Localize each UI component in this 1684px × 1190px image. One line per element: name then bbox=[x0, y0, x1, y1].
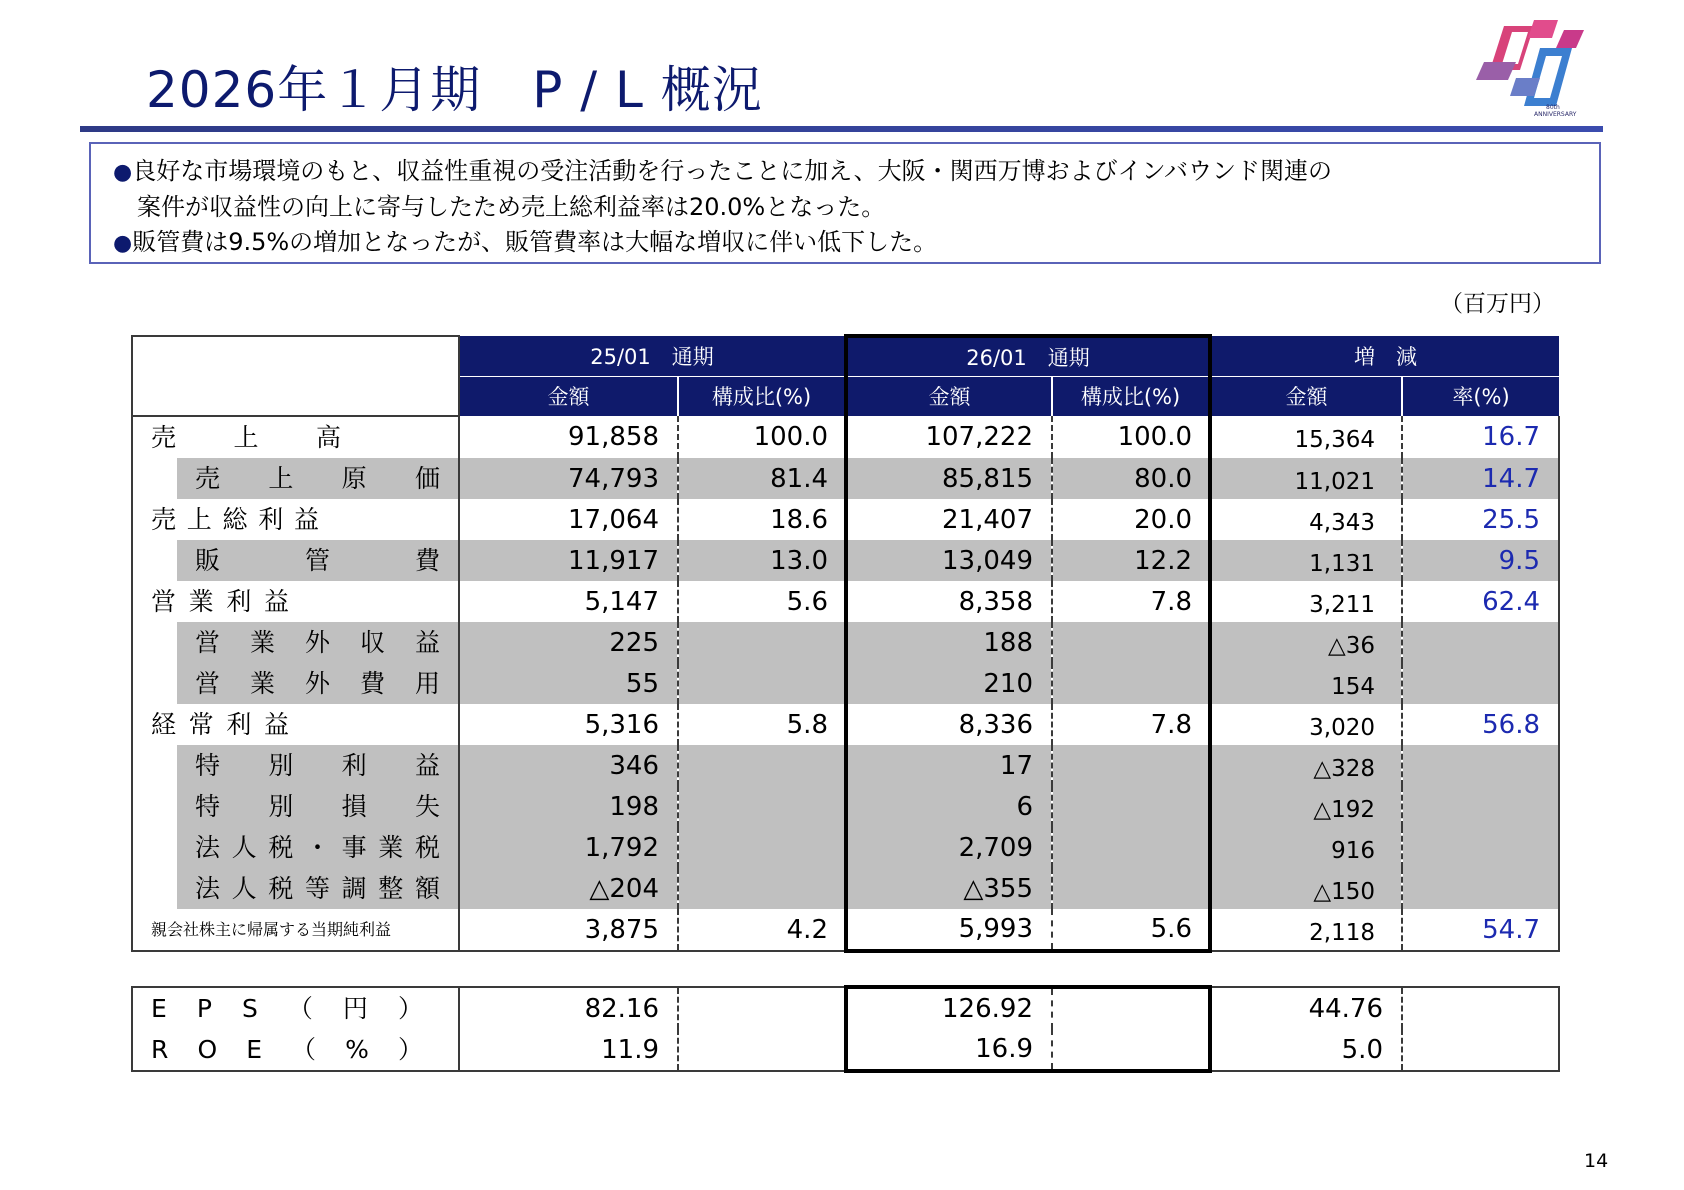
anniversary-logo bbox=[1476, 18, 1588, 118]
change-rate: 54.7 bbox=[1402, 909, 1559, 951]
bullet-icon: ● bbox=[113, 231, 133, 256]
change-rate bbox=[1402, 827, 1559, 868]
subheader-ratio-current: 構成比(%) bbox=[1052, 376, 1210, 416]
table-row bbox=[132, 704, 1559, 745]
roe-prev: 11.9 bbox=[459, 1029, 678, 1071]
change-amount: 1,131 bbox=[1210, 540, 1402, 581]
table-row bbox=[132, 540, 1559, 581]
row-label: 法 人 税 等 調 整 額 bbox=[132, 868, 459, 909]
change-amount: 4,343 bbox=[1210, 499, 1402, 540]
row-label: 経 常 利 益 bbox=[132, 704, 459, 745]
amount-current: 2,709 bbox=[846, 827, 1052, 868]
amount-current: 210 bbox=[846, 663, 1052, 704]
ratio-current: 7.8 bbox=[1052, 581, 1210, 622]
unit-label: （百万円） bbox=[1440, 291, 1555, 317]
ratio-current bbox=[1052, 745, 1210, 786]
ratio-current bbox=[1052, 786, 1210, 827]
roe-rate bbox=[1402, 1029, 1559, 1071]
amount-prev: 11,917 bbox=[459, 540, 678, 581]
change-amount: 916 bbox=[1210, 827, 1402, 868]
table-row bbox=[132, 458, 1559, 499]
change-amount: 11,021 bbox=[1210, 458, 1402, 499]
table-row bbox=[132, 909, 1559, 951]
ratio-current bbox=[1052, 868, 1210, 909]
amount-current: 188 bbox=[846, 622, 1052, 663]
ratio-prev bbox=[678, 786, 846, 827]
ratio-prev bbox=[678, 827, 846, 868]
eps-blank-current bbox=[1052, 987, 1210, 1029]
table-row bbox=[132, 499, 1559, 540]
period-header-current: 26/01 通期 bbox=[846, 336, 1210, 376]
ratio-prev: 18.6 bbox=[678, 499, 846, 540]
amount-prev: 91,858 bbox=[459, 416, 678, 458]
ratio-prev bbox=[678, 622, 846, 663]
ratio-current bbox=[1052, 663, 1210, 704]
ratio-current: 100.0 bbox=[1052, 416, 1210, 458]
summary-text-3: 販管費は9.5%の増加となったが、販管費率は大幅な増収に伴い低下した。 bbox=[132, 228, 938, 256]
ratio-prev bbox=[678, 868, 846, 909]
ratio-current: 80.0 bbox=[1052, 458, 1210, 499]
roe-change: 5.0 bbox=[1210, 1029, 1402, 1071]
period-header-prev: 25/01 通期 bbox=[459, 336, 846, 376]
change-amount: 3,211 bbox=[1210, 581, 1402, 622]
amount-current: 8,336 bbox=[846, 704, 1052, 745]
change-amount: △328 bbox=[1210, 745, 1402, 786]
roe-blank-prev bbox=[678, 1029, 846, 1071]
subheader-amount-change: 金額 bbox=[1210, 376, 1402, 416]
change-amount: △36 bbox=[1210, 622, 1402, 663]
amount-prev: 225 bbox=[459, 622, 678, 663]
amount-prev: 74,793 bbox=[459, 458, 678, 499]
change-rate: 16.7 bbox=[1402, 416, 1559, 458]
row-label: 売 上 総 利 益 bbox=[132, 499, 459, 540]
amount-prev: 5,316 bbox=[459, 704, 678, 745]
row-label: E P S （ 円 ） bbox=[132, 987, 459, 1029]
amount-prev: 17,064 bbox=[459, 499, 678, 540]
amount-current: 21,407 bbox=[846, 499, 1052, 540]
amount-prev: 55 bbox=[459, 663, 678, 704]
ratio-current: 20.0 bbox=[1052, 499, 1210, 540]
table-row bbox=[132, 987, 1559, 1029]
change-rate bbox=[1402, 622, 1559, 663]
amount-prev: 1,792 bbox=[459, 827, 678, 868]
table-row bbox=[132, 663, 1559, 704]
change-rate: 56.8 bbox=[1402, 704, 1559, 745]
change-amount: △150 bbox=[1210, 868, 1402, 909]
amount-current: 107,222 bbox=[846, 416, 1052, 458]
amount-current: 13,049 bbox=[846, 540, 1052, 581]
table-row bbox=[132, 622, 1559, 663]
change-amount: △192 bbox=[1210, 786, 1402, 827]
summary-text-2: 案件が収益性の向上に寄与したため売上総利益率は20.0%となった。 bbox=[137, 193, 886, 221]
amount-current: 5,993 bbox=[846, 909, 1052, 951]
row-label: 売 上 高 bbox=[132, 416, 459, 458]
change-amount: 3,020 bbox=[1210, 704, 1402, 745]
logo-text-1: 80th bbox=[1546, 104, 1560, 111]
logo-text-2: ANNIVERSARY bbox=[1534, 111, 1577, 118]
amount-current: 85,815 bbox=[846, 458, 1052, 499]
table-row bbox=[132, 745, 1559, 786]
eps-blank-prev bbox=[678, 987, 846, 1029]
ratio-prev: 81.4 bbox=[678, 458, 846, 499]
eps-prev: 82.16 bbox=[459, 987, 678, 1029]
roe-current: 16.9 bbox=[846, 1029, 1052, 1071]
change-rate bbox=[1402, 663, 1559, 704]
period-header-change: 増 減 bbox=[1210, 336, 1559, 376]
page-number: 14 bbox=[1584, 1150, 1609, 1172]
change-rate: 9.5 bbox=[1402, 540, 1559, 581]
amount-prev: 3,875 bbox=[459, 909, 678, 951]
bullet-icon: ● bbox=[113, 160, 133, 185]
table-row bbox=[132, 827, 1559, 868]
row-label: R O E （ % ） bbox=[132, 1029, 459, 1071]
eps-change: 44.76 bbox=[1210, 987, 1402, 1029]
ratio-current: 12.2 bbox=[1052, 540, 1210, 581]
change-rate: 25.5 bbox=[1402, 499, 1559, 540]
table-row bbox=[132, 581, 1559, 622]
summary-box bbox=[89, 142, 1601, 264]
ratio-prev: 100.0 bbox=[678, 416, 846, 458]
summary-line-2 bbox=[113, 190, 1599, 225]
row-label: 営 業 外 費 用 bbox=[132, 663, 459, 704]
row-label: 営 業 利 益 bbox=[132, 581, 459, 622]
row-label: 売 上 原 価 bbox=[132, 458, 459, 499]
amount-prev: 346 bbox=[459, 745, 678, 786]
row-label: 法 人 税 ・ 事 業 税 bbox=[132, 827, 459, 868]
subheader-amount-prev: 金額 bbox=[459, 376, 678, 416]
summary-line-1 bbox=[113, 154, 1599, 190]
table-row bbox=[132, 1029, 1559, 1071]
summary-line-3 bbox=[113, 225, 1599, 261]
row-label: 営 業 外 収 益 bbox=[132, 622, 459, 663]
subheader-ratio-prev: 構成比(%) bbox=[678, 376, 846, 416]
subheader-rate-change: 率(%) bbox=[1402, 376, 1559, 416]
row-label: 販 管 費 bbox=[132, 540, 459, 581]
ratio-prev: 5.6 bbox=[678, 581, 846, 622]
ratio-current: 5.6 bbox=[1052, 909, 1210, 951]
ratio-prev: 5.8 bbox=[678, 704, 846, 745]
change-rate bbox=[1402, 745, 1559, 786]
amount-prev: △204 bbox=[459, 868, 678, 909]
pl-table bbox=[131, 334, 1560, 953]
per-share-table bbox=[131, 985, 1560, 1073]
roe-blank-current bbox=[1052, 1029, 1210, 1071]
ratio-prev: 13.0 bbox=[678, 540, 846, 581]
table-row bbox=[132, 786, 1559, 827]
change-amount: 2,118 bbox=[1210, 909, 1402, 951]
amount-current: 17 bbox=[846, 745, 1052, 786]
ratio-prev bbox=[678, 745, 846, 786]
ratio-prev: 4.2 bbox=[678, 909, 846, 951]
table-row bbox=[132, 416, 1559, 458]
eps-rate bbox=[1402, 987, 1559, 1029]
amount-prev: 5,147 bbox=[459, 581, 678, 622]
table-row bbox=[132, 868, 1559, 909]
amount-current: △355 bbox=[846, 868, 1052, 909]
change-amount: 154 bbox=[1210, 663, 1402, 704]
row-label: 特 別 損 失 bbox=[132, 786, 459, 827]
title-rule bbox=[80, 126, 1603, 132]
row-label: 特 別 利 益 bbox=[132, 745, 459, 786]
ratio-current bbox=[1052, 622, 1210, 663]
eps-current: 126.92 bbox=[846, 987, 1052, 1029]
ratio-current: 7.8 bbox=[1052, 704, 1210, 745]
amount-current: 8,358 bbox=[846, 581, 1052, 622]
change-rate: 14.7 bbox=[1402, 458, 1559, 499]
page-title: 2026年１月期 P / L 概況 bbox=[146, 61, 763, 119]
amount-current: 6 bbox=[846, 786, 1052, 827]
ratio-prev bbox=[678, 663, 846, 704]
subheader-amount-current: 金額 bbox=[846, 376, 1052, 416]
change-rate bbox=[1402, 868, 1559, 909]
change-amount: 15,364 bbox=[1210, 416, 1402, 458]
change-rate bbox=[1402, 786, 1559, 827]
ratio-current bbox=[1052, 827, 1210, 868]
summary-text-1: 良好な市場環境のもと、収益性重視の受注活動を行ったことに加え、大阪・関西万博およびインバウンド関連の bbox=[132, 157, 1332, 185]
corner-cell bbox=[132, 336, 459, 416]
change-rate: 62.4 bbox=[1402, 581, 1559, 622]
amount-prev: 198 bbox=[459, 786, 678, 827]
row-label: 親会社株主に帰属する当期純利益 bbox=[132, 909, 459, 951]
